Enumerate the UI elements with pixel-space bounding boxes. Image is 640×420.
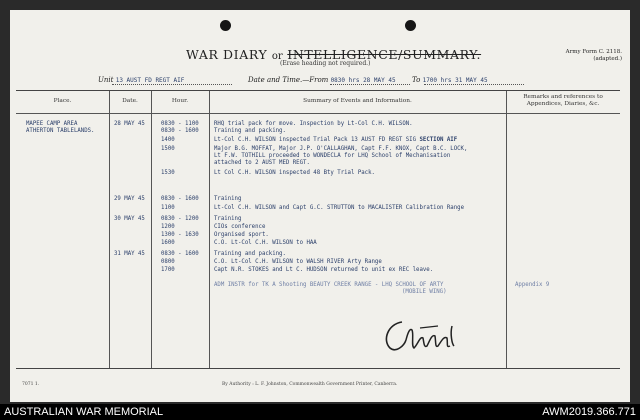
caption-right: AWM2019.366.771 [542,406,636,418]
handwritten-signature [380,318,470,356]
hour-entry: 1100 [161,205,175,211]
header-place: Place. [53,98,72,104]
caption-left: AUSTRALIAN WAR MEMORIAL [4,406,164,418]
date-from-label: Date and Time.—From [248,76,329,84]
event-entry: Major B.G. MOFFAT, Major J.P. O'CALLAGHAN, Capt F.F. KNOX, Capt B.C. LOCK, [214,146,468,152]
header-divider [16,113,620,114]
unit-label: Unit [98,76,114,84]
event-entry: Lt Col C.H. WILSON inspected 48 Bty Trial Pack. [214,170,375,176]
place-line-2: ATHERTON TABLELANDS. [26,128,95,134]
hour-entry: 0830 - 1600 [161,128,199,134]
hour-entry: 1500 [161,146,175,152]
hour-entry: 1700 [161,267,175,273]
event-entry: Lt F.W. TOTHILL proceeded to WONDECLA for LHQ School of Mechanisation [214,153,451,159]
col-divider-place [109,91,110,368]
remark-appendix: Appendix 9 [515,282,550,288]
hour-entry: 0830 - 1200 [161,216,199,222]
footer-code: 7071 1. [22,382,40,387]
place-line-1: MAPEE CAMP AREA [26,121,78,127]
header-remarks: Remarks and references to Appendices, Diaries, &c. [523,94,603,107]
hour-entry: 0830 - 1600 [161,196,199,202]
date-to-underline [424,84,524,85]
event-entry: RHQ trial pack for move. Inspection by Lt-Col C.H. WILSON. [214,121,413,127]
date-to-field [412,76,488,84]
event-entry [214,205,464,212]
event-entry: Training and packing. [214,251,286,257]
event-entry [214,137,457,144]
hour-entry: 0830 - 1100 [161,121,199,127]
punch-hole-right [405,20,416,31]
date-30-may: 30 MAY 45 [114,216,145,222]
date-31-may: 31 MAY 45 [114,251,145,257]
date-to-value: 1700 hrs 31 MAY 45 [422,77,488,84]
footer-authority: By Authority : L. F. Johnston, Commonwealth Government Printer, Canberra. [222,382,398,387]
punch-hole-left [220,20,231,31]
unit-value: 13 AUST FD REGT AIF [115,77,185,84]
event-text: Lt-Col C.H. WILSON and Capt G.C. STRUTTON [214,205,355,211]
form-adapted-text: (adapted.) [593,56,622,62]
event-text: Lt-Col C.H. WILSON inspected Trial Pack 13 AUST FD REGT SIG [214,137,417,143]
form-number [566,49,622,63]
event-text-bold: SECTION AIF [419,137,458,143]
col-divider-hour [209,91,210,368]
hour-entry: 1400 [161,137,175,143]
event-entry: C.O. Lt-Col C.H. WILSON to HAA [214,240,317,246]
hour-entry: 0800 [161,259,175,265]
hour-entry: 1200 [161,224,175,230]
date-28-may: 28 MAY 45 [114,121,145,127]
event-entry: C.O. Lt-Col C.H. WILSON to WALSH RIVER Arty Range [214,259,382,265]
event-entry: Organised sport. [214,232,269,238]
date-to-label: To [412,76,421,84]
hour-entry: 0830 - 1600 [161,251,199,257]
hour-entry: 1530 [161,170,175,176]
hour-entry: 1300 - 1630 [161,232,199,238]
header-date: Date. [122,98,138,104]
col-divider-date [151,91,152,368]
unit-field [98,76,184,84]
date-29-may: 29 MAY 45 [114,196,145,202]
title-war-diary: WAR DIARY [186,47,268,62]
form-number-text: Army Form C. 2118. [565,49,622,55]
header-hour: Hour. [171,98,189,104]
header-summary: Summary of Events and Information. [303,98,412,104]
title-or: or [271,51,283,62]
date-from-value: 0830 hrs 28 MAY 45 [330,77,396,84]
event-entry: CIOs conference [214,224,266,230]
event-entry: Training [214,216,242,222]
event-entry: Training and packing. [214,128,286,134]
title-intelligence-summary: INTELLIGENCE/SUMMARY. [287,47,482,62]
event-entry-faint: ADM INSTR for TK A Shooting BEAUTY CREEK RANGE - LHQ SCHOOL OF ARTY [214,282,444,288]
event-text: to MACALISTER Calibration Range [357,205,464,211]
unit-underline [112,84,232,85]
event-entry-faint: (MOBILE WING) [402,289,447,295]
date-from-field [248,76,396,84]
date-from-underline [330,84,410,85]
hour-entry: 1600 [161,240,175,246]
col-divider-summary [506,91,507,368]
event-entry: Training [214,196,242,202]
event-entry: attached to 2 AUST MED REGT. [214,160,310,166]
event-entry: Capt N.R. STOKES and Lt C. HUDSON returned to unit ex REC leave. [214,267,434,273]
form-subtitle: (Erase heading not required.) [280,60,371,67]
diary-table [16,90,620,369]
caption-bar [0,404,640,420]
